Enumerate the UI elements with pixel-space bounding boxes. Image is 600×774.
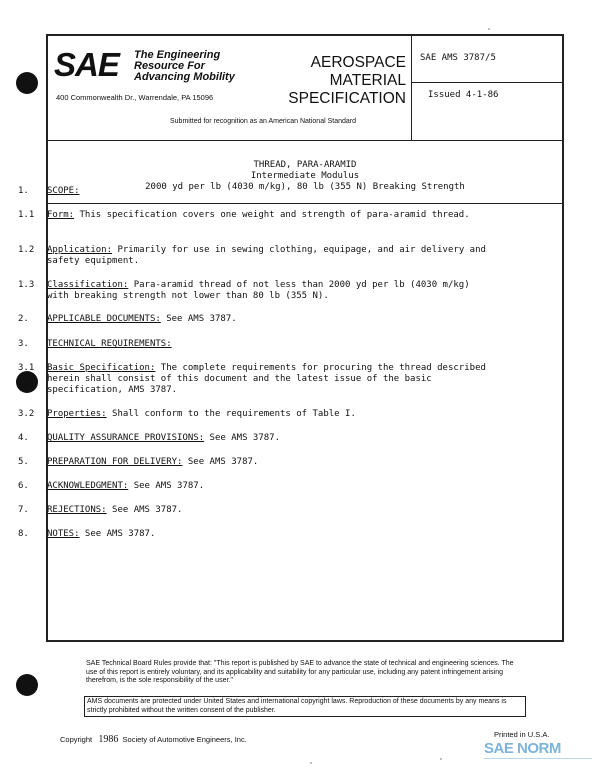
doc-type-line: AEROSPACE: [310, 54, 406, 71]
section-number: 1.1: [18, 210, 35, 220]
document-type: [276, 54, 406, 108]
section-text: [47, 457, 492, 468]
copyright-year: 1986: [98, 734, 119, 745]
section-text: [47, 505, 492, 516]
section-text: [47, 245, 492, 267]
section-heading: NOTES:: [47, 529, 80, 539]
section-number: 4.: [18, 433, 29, 443]
section-body: The complete requirements for procuring the thread described herein shall consist of this document and the latest issue of the basic specification, AMS 3787.: [47, 363, 486, 395]
section-heading: Application:: [47, 245, 113, 255]
issue-date: Issued 4-1-86: [428, 90, 499, 100]
copyright-label: Copyright: [60, 735, 93, 744]
section-number: 1.: [18, 186, 29, 196]
section-heading: TECHNICAL REQUIREMENTS:: [47, 339, 172, 349]
section-text: [47, 339, 492, 350]
section-text: [47, 433, 492, 444]
tagline-line: The Engineering: [134, 49, 221, 61]
section-number: 3.1: [18, 363, 35, 373]
title-line: 2000 yd per lb (4030 m/kg), 80 lb (355 N) Breaking Strength: [145, 182, 465, 192]
section-heading: PREPARATION FOR DELIVERY:: [47, 457, 183, 467]
header-divider: [411, 36, 412, 140]
sae-tagline: [134, 50, 235, 83]
copyright-notice-box: AMS documents are protected under United States and international copyright laws. Reproduction of these documents by any means is strictly prohibited without the written consent of the publisher.: [84, 696, 526, 717]
header-block: [48, 36, 562, 141]
section-text: [47, 363, 492, 396]
section-heading: REJECTIONS:: [47, 505, 107, 515]
watermark-rule: [484, 758, 592, 759]
title-line: Intermediate Modulus: [250, 171, 360, 181]
section-text: [47, 314, 492, 325]
punch-hole: [16, 674, 38, 696]
section-heading: APPLICABLE DOCUMENTS:: [47, 314, 161, 324]
sae-norm-watermark: [484, 740, 561, 757]
section-body: See AMS 3787.: [204, 433, 280, 443]
copyright-line: [60, 734, 247, 745]
section-text: [47, 409, 492, 420]
section-heading: Classification:: [47, 280, 129, 290]
section-heading: Form:: [47, 210, 75, 220]
section-number: 3.: [18, 339, 29, 349]
section-body: Primarily for use in sewing clothing, equipage, and air delivery and safety equipment.: [47, 245, 486, 266]
section-body: This specification covers one weight and strength of para-aramid thread.: [74, 210, 470, 220]
doc-type-line: SPECIFICATION: [288, 90, 406, 107]
header-divider: [411, 82, 562, 83]
copyright-org: Society of Automotive Engineers, Inc.: [122, 735, 247, 744]
printed-in: Printed in U.S.A.: [494, 730, 550, 739]
submitted-note: Submitted for recognition as an American National Standard: [170, 118, 356, 125]
watermark-text: SAE NORM: [484, 740, 561, 757]
section-number: 1.2: [18, 245, 35, 255]
scan-speck: [488, 28, 490, 30]
section-number: 8.: [18, 529, 29, 539]
punch-hole: [16, 371, 38, 393]
section-number: 1.3: [18, 280, 35, 290]
section-text: [47, 481, 492, 492]
section-heading: ACKNOWLEDGMENT:: [47, 481, 129, 491]
section-text: [47, 280, 492, 302]
sae-address: 400 Commonwealth Dr., Warrendale, PA 15096: [56, 93, 214, 102]
tagline-line: Advancing Mobility: [134, 71, 235, 83]
section-number: 3.2: [18, 409, 35, 419]
section-body: See AMS 3787.: [79, 529, 156, 539]
scan-speck: [310, 762, 312, 764]
section-heading: QUALITY ASSURANCE PROVISIONS:: [47, 433, 205, 443]
document-frame: [46, 34, 564, 642]
section-body: Para-aramid thread of not less than 2000 yd per lb (4030 m/kg) with breaking strength not lower than 80 lb (355 N).: [47, 280, 470, 301]
section-heading: SCOPE:: [47, 186, 80, 196]
punch-hole: [16, 72, 38, 94]
scan-speck: [440, 758, 442, 760]
title-line: THREAD, PARA-ARAMID: [253, 160, 357, 170]
technical-board-rules: SAE Technical Board Rules provide that: "This report is published by SAE to advance the state of technical and engineering sciences. The use of this report is entirely voluntary, and its applicability and suitability for any particular use, including any patent infringement arising therefrom, is the sole responsibility of the user.": [86, 660, 514, 684]
section-text: [47, 186, 492, 197]
doc-type-line: MATERIAL: [329, 72, 406, 89]
section-body: Shall conform to the requirements of Table I.: [106, 409, 356, 419]
section-body: See AMS 3787.: [106, 505, 183, 515]
section-number: 2.: [18, 314, 29, 324]
section-heading: Basic Specification:: [47, 363, 156, 373]
spec-number: SAE AMS 3787/5: [420, 53, 496, 63]
section-body: See AMS 3787.: [160, 314, 237, 324]
section-heading: Properties:: [47, 409, 107, 419]
section-body: See AMS 3787.: [182, 457, 259, 467]
section-text: [47, 529, 492, 540]
section-number: 7.: [18, 505, 29, 515]
section-number: 5.: [18, 457, 29, 467]
sae-logo: SAE: [54, 46, 119, 83]
section-body: See AMS 3787.: [128, 481, 205, 491]
section-text: [47, 210, 492, 221]
tagline-line: Resource For: [134, 60, 205, 72]
section-number: 6.: [18, 481, 29, 491]
